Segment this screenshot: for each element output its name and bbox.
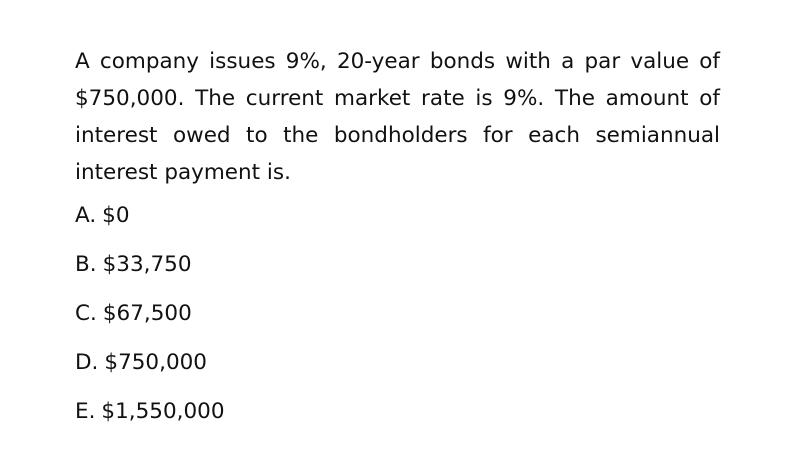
option-letter: E. [75, 399, 96, 424]
option-b[interactable] [75, 247, 225, 296]
option-a[interactable] [75, 198, 225, 247]
option-e[interactable] [75, 394, 225, 443]
option-value: $750,000 [104, 350, 207, 375]
option-letter: C. [75, 301, 97, 326]
option-value: $67,500 [102, 301, 192, 326]
answer-options [75, 198, 225, 443]
option-value: $33,750 [102, 252, 192, 277]
option-c[interactable] [75, 296, 225, 345]
question-text: A company issues 9%, 20-year bonds with a par value of $750,000. The current market rate is 9%. The amount of interest owed to the bondholders for each semiannual interest payment is. [75, 49, 720, 185]
option-letter: A. [75, 203, 97, 228]
option-letter: B. [75, 252, 97, 277]
option-letter: D. [75, 350, 99, 375]
option-d[interactable] [75, 345, 225, 394]
option-value: $0 [102, 203, 130, 228]
option-value: $1,550,000 [101, 399, 225, 424]
